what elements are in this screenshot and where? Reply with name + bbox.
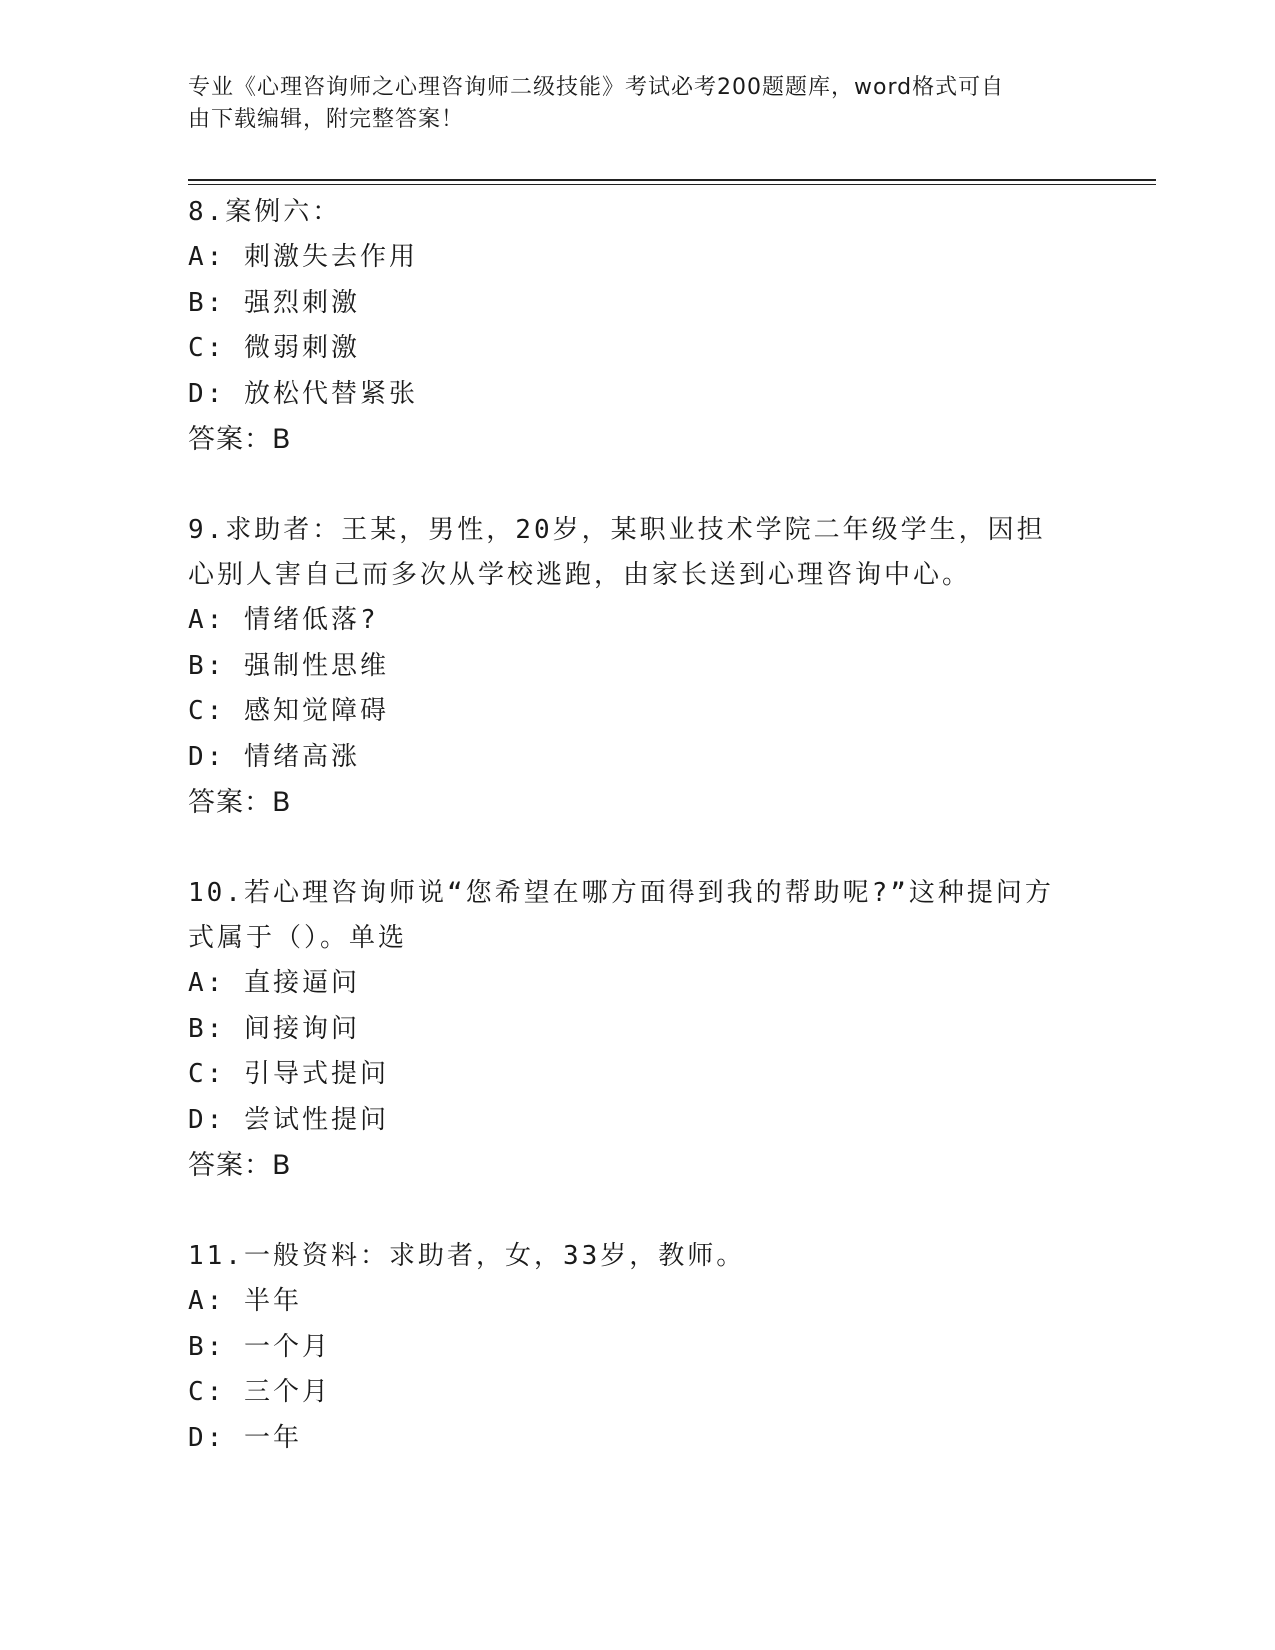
header-divider-thick (188, 179, 1156, 181)
question-9 (188, 508, 1068, 826)
option-d: D: 情绪高涨 (188, 741, 360, 772)
option-b: B: 强制性思维 (188, 650, 389, 681)
header-divider-thin (188, 184, 1156, 185)
question-stem: 10.若心理咨询师说“您希望在哪方面得到我的帮助呢?”这种提问方式属于（）。单选 (188, 878, 1054, 953)
option-a: A: 刺激失去作用 (188, 242, 418, 272)
option-d: D: 放松代替紧张 (188, 378, 418, 409)
option-c: C: 微弱刺激 (188, 333, 360, 363)
question-stem: 11.一般资料：求助者，女，33岁，教师。 (188, 1241, 746, 1271)
option-d: D: 尝试性提问 (188, 1104, 389, 1135)
question-list (188, 190, 1068, 1506)
document-header (188, 72, 1068, 136)
header-line-2: 由下载编辑，附完整答案！ (188, 107, 465, 132)
option-b: B: 间接询问 (188, 1013, 360, 1044)
question-stem: 8.案例六： (188, 197, 342, 227)
answer-line: 答案：B (188, 424, 292, 455)
option-c: C: 感知觉障碍 (188, 696, 389, 726)
option-d: D: 一年 (188, 1422, 302, 1453)
option-a: A: 情绪低落? (188, 605, 379, 635)
question-8 (188, 190, 1068, 463)
answer-line: 答案：B (188, 787, 292, 818)
answer-line: 答案：B (188, 1150, 292, 1181)
option-a: A: 半年 (188, 1286, 302, 1316)
question-10 (188, 871, 1068, 1189)
question-11 (188, 1234, 1068, 1461)
option-b: B: 一个月 (188, 1331, 331, 1362)
option-a: A: 直接逼问 (188, 968, 360, 998)
question-stem: 9.求助者：王某，男性，20岁，某职业技术学院二年级学生，因担心别人害自己而多次从学校逃跑，由家长送到心理咨询中心。 (188, 515, 1046, 590)
option-c: C: 引导式提问 (188, 1059, 389, 1089)
option-c: C: 三个月 (188, 1377, 331, 1407)
header-line-1: 专业《心理咨询师之心理咨询师二级技能》考试必考200题题库，word格式可自 (188, 75, 1005, 100)
option-b: B: 强烈刺激 (188, 287, 360, 318)
